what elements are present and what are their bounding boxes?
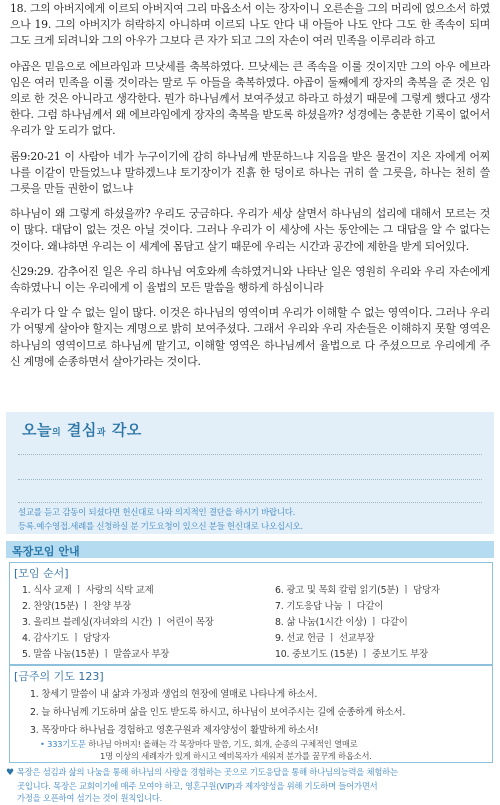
prayer-note-text: 하나님 아버지! 올해는 각 목장마다 말씀, 기도, 회개, 순종의 구체적인 열매로 [85,739,358,749]
writing-line [18,479,482,480]
resolution-title [22,419,142,440]
order-item: 4. 감사기도 ㅣ 담당자 [22,633,110,644]
resolution-title-particle: 과 [96,428,107,438]
meeting-order-box [9,562,493,665]
cell-meeting-title: 목장모임 안내 [12,545,80,558]
order-item: 9. 선교 헌금 ㅣ 선교부장 [275,633,375,644]
resolution-title-part: 각오 [106,421,142,439]
heart-icon: ♥ [6,768,14,778]
paragraph-2: 야곱은 믿음으로 에브라임과 므낫세를 축복하였다. 므낫세는 큰 족속을 이룰 것이지만 그의 아우 에브라임은 여러 민족을 이룰 것이라는 말로 두 아들을 축복하였다. 야곱이 둘째에게 장자의 축복을 준 것은 임의로 한 것은 아니라고 생각한다. 뭔가 하나님께서 보여주셨고 하라고 하셨기 때문에 그렇게 했다고 생각한다. 그럼 하나님께서 왜 에브라임에게 장자의 축복을 받도록 하셨을까? 성경에는 충분한 기록이 없어서 우리가 알 도리가 없다. [10,59,490,138]
prayer-item: 3. 목장마다 하나님을 경험하고 영혼구원과 제자양성이 활발하게 하소서! [30,725,319,736]
resolution-note-2: 등록.예수영접.세례를 신청하실 분 기도요청이 있으신 분들 헌신대로 나오십시오. [18,521,303,531]
sermon-text [0,1,500,370]
order-item: 6. 광고 및 목회 칼럼 읽기(5분) ㅣ 담당자 [275,585,440,596]
prayer-note-line-2: 1명 이상의 세례자가 있게 하시고 예비목자가 세워져 분가를 꿈꾸게 하옵소서. [100,751,372,761]
order-item: 5. 말씀 나눔(15분) ㅣ 말씀교사 부장 [22,649,170,660]
prayer-note-label: • 333기도문 [40,739,86,749]
weekly-prayer-box [9,665,493,763]
paragraph-1: 18. 그의 아버지에게 이르되 아버지여 그리 마옵소서 이는 장자이니 오른손을 그의 머리에 얹으소서 하였으나 19. 그의 아버지가 허락하지 아니하며 이르되 나도 안다 내 아들아 나도 안다 그도 한 족속이 되며 그도 크게 되려니와 그의 아우가 그보다 큰 자가 되고 그의 자손이 여러 민족을 이루리라 하고 [10,2,490,48]
resolution-note-1: 설교를 듣고 감동이 되셨다면 헌신대로 나와 의지적인 결단을 하시기 바랍니다. [18,507,296,517]
meeting-order-title: [모임 순서] [14,567,69,580]
writing-line [18,454,482,455]
resolution-panel [6,412,494,534]
order-item: 3. 올리브 블레싱(자녀와의 시간) ㅣ 어린이 목장 [22,617,214,628]
footer-line: 곳입니다. 목장은 교회이기에 매주 모여야 하고, 영혼구원(VIP)과 제자양성을 위해 기도하며 들어가면서 [17,780,378,791]
order-item: 10. 중보기도 (15분) ㅣ 중보기도 부장 [275,649,428,660]
prayer-item: 2. 늘 하나님께 기도하며 삶을 인도 받도록 하시고, 하나님이 보여주시는 길에 순종하게 하소서. [30,707,406,718]
resolution-title-particle: 의 [51,428,62,438]
paragraph-6: 우리가 다 알 수 없는 일이 많다. 이것은 하나님의 영역이며 우리가 이해할 수 없는 영역이다. 그러나 우리가 어떻게 살아야 할지는 계명으로 밝히 보여주셨다. 그래서 우리와 우리 자손들은 이해하지 못할 영역은 하나님의 영역이므로 하나님께 맡기고, 이해할 영역은 하나님께서 율법으로 다 주셨으므로 우리에게 주신 계명에 순종하면서 살아가라는 것이다. [10,306,490,368]
footer-line [6,766,494,780]
footer-line-text: 목장은 섬김과 삶의 나눔을 통해 하나님의 사랑을 경험하는 곳으로 기도응답을 통해 하나님의능력을 체험하는 [16,767,398,777]
order-item: 1. 식사 교제 ㅣ 사랑의 식탁 교제 [22,585,154,596]
paragraph-4: 하나님이 왜 그렇게 하셨을까? 우리도 궁금하다. 우리가 세상 살면서 하나님의 섭리에 대해서 모르는 것이 많다. 대답이 없는 것은 아닐 것이다. 그러나 우리가 이 세상에 사는 동안에는 그 대답을 알 수 없다는 것이다. 왜냐하면 우리는 이 세계에 몸담고 살기 때문에 우리는 시간과 공간에 제한을 받게 되어있다. [10,207,490,253]
cell-meeting-header [6,541,494,558]
writing-line [18,502,482,503]
prayer-note [40,738,358,750]
paragraph-3: 롬9:20-21 이 사람아 네가 누구이기에 감히 하나님께 반문하느냐 지음을 받은 물건이 지은 자에게 어찌 나를 이같이 만들었느냐 말하겠느냐 토기장이가 진흙 한 덩이로 하나는 귀히 쓸 그릇을, 하나는 천히 쓸 그릇을 만들 권한이 없느냐 [10,149,490,196]
order-item: 8. 삶 나눔(1시간 이상) ㅣ 다같이 [275,617,408,628]
paragraph-5: 신29:29. 감추어진 일은 우리 하나님 여호와께 속하였거니와 나타난 일은 영원히 우리와 우리 자손에게 속하였나니 이는 우리에게 이 율법의 모든 말씀을 행하게 하심이니라 [10,264,490,295]
weekly-prayer-title: [금주의 기도 123] [14,670,104,683]
prayer-item: 1. 창세기 말씀이 내 삶과 가정과 생업의 현장에 열매로 나타나게 하소서. [30,689,318,700]
order-item: 2. 찬양(15분) ㅣ 찬양 부장 [22,601,131,612]
resolution-title-part: 오늘 [22,421,52,439]
footer-line: 가정을 오픈하여 섬기는 것이 원칙입니다. [17,793,163,803]
cell-footer-note [6,766,494,805]
resolution-title-part: 결심 [61,421,97,439]
order-item: 7. 기도응답 나눔 ㅣ 다같이 [275,601,384,612]
